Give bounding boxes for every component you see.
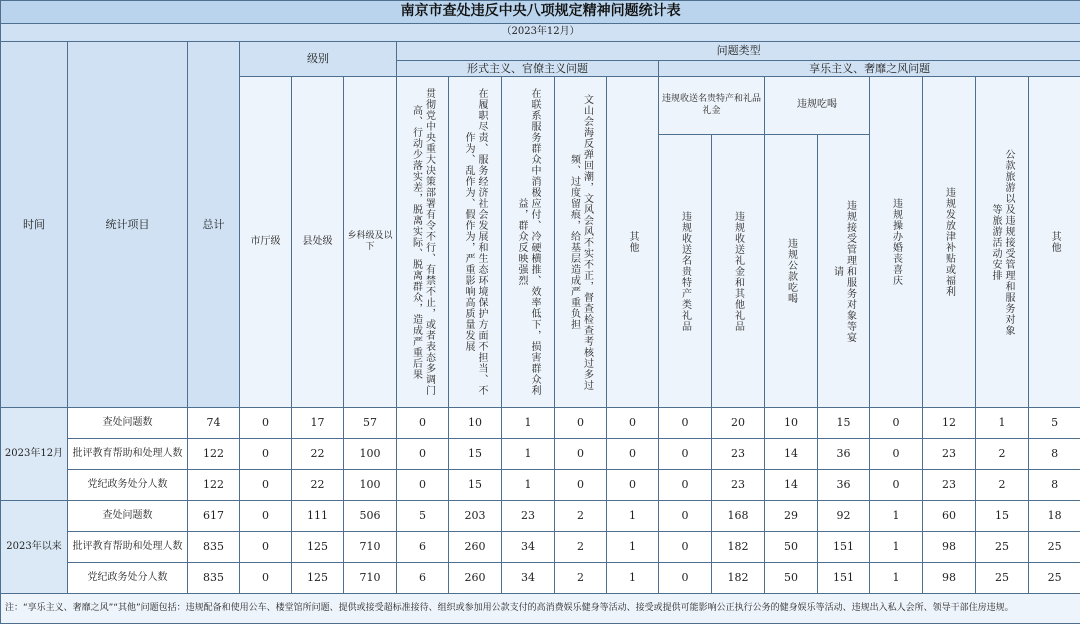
data-cell: 2	[555, 563, 607, 594]
data-cell: 0	[397, 470, 449, 501]
data-cell: 25	[976, 532, 1029, 563]
header-problem-type: 问题类型	[397, 42, 1080, 61]
header-hedonism-wedding	[870, 77, 923, 408]
data-cell: 74	[188, 408, 240, 439]
data-cell: 1	[502, 408, 555, 439]
data-cell: 1	[870, 501, 923, 532]
data-cell: 1	[976, 408, 1029, 439]
header-level: 级别	[240, 42, 397, 77]
header-dine-banquet-text: 违规接受管理和服务对象等宴请	[831, 199, 856, 343]
data-cell: 5	[397, 501, 449, 532]
data-cell: 8	[1029, 439, 1080, 470]
row-item-label: 批评教育帮助和处理人数	[68, 439, 188, 470]
data-cell: 2	[976, 439, 1029, 470]
header-formalism-2	[449, 77, 502, 408]
header-formalism-1-text: 贯彻党中央重大决策部署有令不行、有禁不止，或者表态多调门高、行动少落实差，脱离实际、脱离群众，造成严重后果	[410, 88, 435, 396]
data-cell: 0	[659, 439, 712, 470]
data-cell: 0	[607, 470, 659, 501]
data-cell: 0	[607, 408, 659, 439]
data-cell: 2	[555, 532, 607, 563]
header-gift-specialty	[659, 135, 712, 408]
data-cell: 710	[344, 563, 397, 594]
header-formalism-3-text: 在联系服务群众中消极应付、冷硬横推、效率低下，损害群众利益，群众反映强烈	[516, 88, 540, 396]
row-item-label: 查处问题数	[68, 408, 188, 439]
data-cell: 57	[344, 408, 397, 439]
data-cell: 0	[659, 408, 712, 439]
data-cell: 122	[188, 470, 240, 501]
data-cell: 0	[607, 439, 659, 470]
data-cell: 1	[502, 439, 555, 470]
data-cell: 6	[397, 532, 449, 563]
table-row	[1, 501, 1080, 532]
header-level-county: 县处级	[292, 77, 344, 408]
data-cell: 15	[449, 439, 502, 470]
table-row	[1, 470, 1080, 501]
header-gift-cash-text: 违规收送礼金和其他礼品	[732, 210, 744, 332]
data-cell: 50	[765, 532, 818, 563]
data-cell: 0	[555, 439, 607, 470]
data-cell: 0	[240, 532, 292, 563]
data-cell: 1	[870, 563, 923, 594]
data-cell: 14	[765, 439, 818, 470]
header-hedonism-subsidy-text: 违规发放津补贴或福利	[943, 187, 955, 297]
data-cell: 34	[502, 563, 555, 594]
header-gift-cash	[712, 135, 765, 408]
data-cell: 25	[1029, 563, 1080, 594]
header-hedonism: 享乐主义、奢靡之风问题	[659, 61, 1080, 77]
row-time-label: 2023年以来	[1, 501, 68, 594]
data-cell: 111	[292, 501, 344, 532]
data-cell: 50	[765, 563, 818, 594]
header-formalism: 形式主义、官僚主义问题	[397, 61, 659, 77]
data-cell: 0	[240, 501, 292, 532]
data-cell: 0	[555, 470, 607, 501]
header-formalism-5	[607, 77, 659, 408]
row-item-label: 批评教育帮助和处理人数	[68, 532, 188, 563]
data-cell: 34	[502, 532, 555, 563]
header-formalism-1	[397, 77, 449, 408]
data-cell: 6	[397, 563, 449, 594]
data-cell: 2	[555, 501, 607, 532]
data-cell: 18	[1029, 501, 1080, 532]
data-cell: 100	[344, 470, 397, 501]
header-dine-group: 违规吃喝	[765, 77, 870, 135]
header-item: 统计项目	[68, 42, 188, 408]
header-gift-specialty-text: 违规收送名贵特产类礼品	[679, 210, 691, 332]
data-cell: 151	[818, 532, 870, 563]
data-cell: 0	[240, 408, 292, 439]
data-cell: 617	[188, 501, 240, 532]
data-cell: 2	[976, 470, 1029, 501]
data-cell: 0	[397, 439, 449, 470]
data-cell: 10	[449, 408, 502, 439]
data-cell: 25	[1029, 532, 1080, 563]
row-time-label: 2023年12月	[1, 408, 68, 501]
header-time: 时间	[1, 42, 68, 408]
header-hedonism-travel-text: 公款旅游以及违规接受管理和服务对象等旅游活动安排	[990, 148, 1014, 336]
header-total: 总计	[188, 42, 240, 408]
data-cell: 182	[712, 563, 765, 594]
header-dine-public	[765, 135, 818, 408]
table-body	[1, 408, 1080, 594]
data-cell: 15	[449, 470, 502, 501]
header-hedonism-other-text: 其他	[1049, 231, 1061, 253]
data-cell: 506	[344, 501, 397, 532]
header-formalism-3	[502, 77, 555, 408]
header-formalism-5-text: 其他	[627, 231, 638, 253]
data-cell: 1	[870, 532, 923, 563]
header-hedonism-other	[1029, 77, 1080, 408]
data-cell: 60	[923, 501, 976, 532]
header-formalism-2-text: 在履职尽责、服务经济社会发展和生态环境保护方面不担当、不作为、乱作为、假作为，严重影响高质量发展	[463, 88, 487, 396]
row-item-label: 党纪政务处分人数	[68, 470, 188, 501]
data-cell: 0	[240, 563, 292, 594]
data-cell: 122	[188, 439, 240, 470]
table-note: 注：“享乐主义、奢靡之风”“其他”问题包括：违规配备和使用公车、楼堂馆所问题、提供或接受超标准接待、组织或参加用公款支付的高消费娱乐健身等活动、接受或提供可能影响公正执行公务的健身娱乐等活动、违规出入私人会所、领导干部住房违规。	[1, 594, 1080, 624]
data-cell: 125	[292, 563, 344, 594]
data-cell: 22	[292, 470, 344, 501]
header-level-township: 乡科级及以下	[344, 77, 397, 408]
data-cell: 15	[976, 501, 1029, 532]
header-hedonism-wedding-text: 违规操办婚丧喜庆	[890, 198, 902, 286]
data-cell: 8	[1029, 470, 1080, 501]
data-cell: 203	[449, 501, 502, 532]
data-cell: 100	[344, 439, 397, 470]
data-cell: 168	[712, 501, 765, 532]
data-cell: 1	[607, 532, 659, 563]
data-cell: 182	[712, 532, 765, 563]
header-dine-public-text: 违规公款吃喝	[785, 238, 797, 304]
data-cell: 0	[240, 439, 292, 470]
data-cell: 22	[292, 439, 344, 470]
header-gift-group: 违规收送名贵特产和礼品礼金	[659, 77, 765, 135]
data-cell: 0	[659, 470, 712, 501]
data-cell: 98	[923, 563, 976, 594]
table-row	[1, 532, 1080, 563]
data-cell: 15	[818, 408, 870, 439]
table-title: 南京市查处违反中央八项规定精神问题统计表	[1, 1, 1080, 24]
data-cell: 92	[818, 501, 870, 532]
data-cell: 125	[292, 532, 344, 563]
data-cell: 0	[240, 470, 292, 501]
data-cell: 835	[188, 563, 240, 594]
data-cell: 5	[1029, 408, 1080, 439]
row-item-label: 查处问题数	[68, 501, 188, 532]
data-cell: 0	[555, 408, 607, 439]
header-hedonism-subsidy	[923, 77, 976, 408]
data-cell: 23	[923, 470, 976, 501]
data-cell: 23	[502, 501, 555, 532]
header-formalism-4-text: 文山会海反弹回潮，文风会风不实不正，督查检查考核过多过频、过度留痕，给基层造成严重负担	[568, 93, 593, 391]
data-cell: 23	[712, 439, 765, 470]
header-level-city: 市厅级	[240, 77, 292, 408]
data-cell: 36	[818, 470, 870, 501]
data-cell: 23	[923, 439, 976, 470]
data-cell: 260	[449, 563, 502, 594]
data-cell: 0	[659, 532, 712, 563]
data-cell: 0	[870, 470, 923, 501]
data-cell: 14	[765, 470, 818, 501]
data-cell: 835	[188, 532, 240, 563]
data-cell: 0	[659, 563, 712, 594]
data-cell: 98	[923, 532, 976, 563]
data-cell: 260	[449, 532, 502, 563]
data-cell: 151	[818, 563, 870, 594]
row-item-label: 党纪政务处分人数	[68, 563, 188, 594]
data-cell: 710	[344, 532, 397, 563]
data-cell: 10	[765, 408, 818, 439]
data-cell: 1	[607, 501, 659, 532]
header-dine-banquet	[818, 135, 870, 408]
data-cell: 23	[712, 470, 765, 501]
data-cell: 17	[292, 408, 344, 439]
data-cell: 1	[502, 470, 555, 501]
table-row	[1, 563, 1080, 594]
data-cell: 29	[765, 501, 818, 532]
data-cell: 36	[818, 439, 870, 470]
table-row	[1, 439, 1080, 470]
table-row	[1, 408, 1080, 439]
data-cell: 20	[712, 408, 765, 439]
table-date: （2023年12月）	[1, 24, 1080, 42]
data-cell: 0	[397, 408, 449, 439]
data-cell: 0	[870, 408, 923, 439]
header-formalism-4	[555, 77, 607, 408]
data-cell: 25	[976, 563, 1029, 594]
data-cell: 0	[870, 439, 923, 470]
header-hedonism-travel	[976, 77, 1029, 408]
data-cell: 0	[659, 501, 712, 532]
data-cell: 12	[923, 408, 976, 439]
data-cell: 1	[607, 563, 659, 594]
